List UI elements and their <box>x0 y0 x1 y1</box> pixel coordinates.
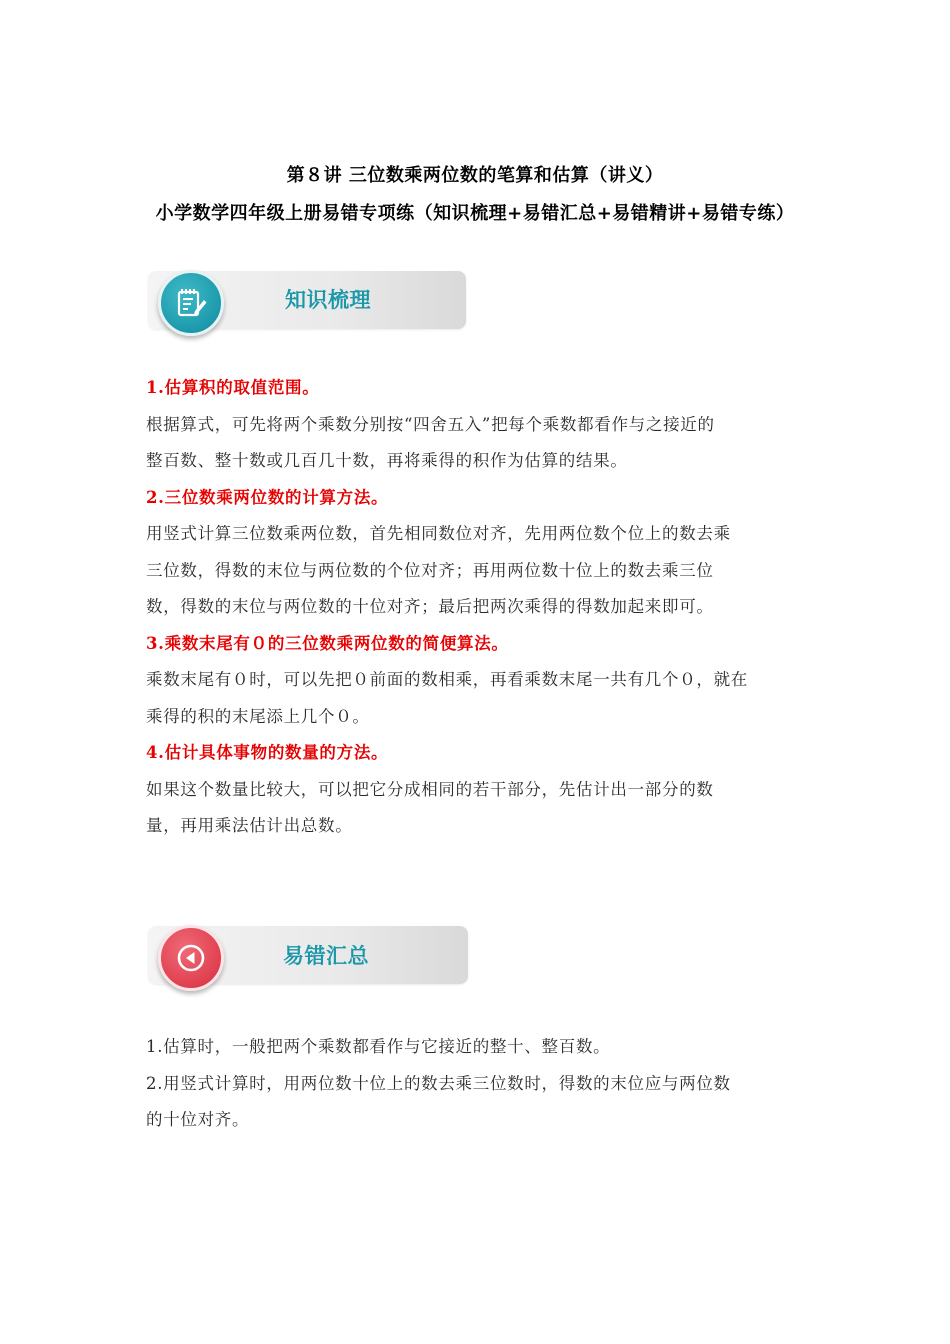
section-label: 知识梳理 <box>285 288 371 312</box>
item-line: 整百数、整十数或几百几十数，再将乘得的积作为估算的结果。 <box>146 451 628 470</box>
mistakes-content <box>146 1029 811 1139</box>
document-title: 第８讲 三位数乘两位数的笔算和估算（讲义） <box>286 165 664 186</box>
notebook-pen-icon <box>158 270 224 336</box>
knowledge-content <box>146 370 811 845</box>
item-line: 数，得数的末位与两位数的十位对齐；最后把两次乘得的得数加起来即可。 <box>146 597 714 616</box>
item-heading: 1.估算积的取值范围。 <box>146 378 320 397</box>
knowledge-item <box>146 735 811 845</box>
knowledge-item <box>146 480 811 626</box>
item-line: 乘数末尾有０时，可以先把０前面的数相乘，再看乘数末尾一共有几个０，就在 <box>146 670 748 689</box>
item-line: 根据算式，可先将两个乘数分别按“四舍五入”把每个乘数都看作与之接近的 <box>146 414 715 434</box>
item-line: 量，再用乘法估计出总数。 <box>146 816 353 835</box>
section-banner-knowledge <box>148 271 466 329</box>
item-line: 三位数，得数的末位与两位数的个位对齐；再用两位数十位上的数去乘三位 <box>146 560 714 580</box>
mistake-line: 的十位对齐。 <box>146 1110 250 1129</box>
mistake-line: 1.估算时，一般把两个乘数都看作与它接近的整十、整百数。 <box>146 1037 611 1056</box>
section-banner-mistakes <box>148 926 468 984</box>
play-left-icon <box>158 925 224 991</box>
section-label: 易错汇总 <box>283 944 369 968</box>
item-line: 乘得的积的末尾添上几个０。 <box>146 706 370 726</box>
item-line: 如果这个数量比较大，可以把它分成相同的若干部分，先估计出一部分的数 <box>146 779 714 799</box>
item-heading: 2.三位数乘两位数的计算方法。 <box>146 487 389 507</box>
knowledge-item <box>146 626 811 736</box>
mistake-line: 2.用竖式计算时，用两位数十位上的数去乘三位数时，得数的末位应与两位数 <box>146 1073 731 1093</box>
knowledge-item <box>146 370 811 480</box>
document-subtitle: 小学数学四年级上册易错专项练（知识梳理+易错汇总+易错精讲+易错专练） <box>155 203 795 224</box>
item-heading: 4.估计具体事物的数量的方法。 <box>146 743 389 762</box>
item-heading: 3.乘数末尾有０的三位数乘两位数的简便算法。 <box>146 633 509 653</box>
item-line: 用竖式计算三位数乘两位数，首先相同数位对齐，先用两位数个位上的数去乘 <box>146 524 731 543</box>
